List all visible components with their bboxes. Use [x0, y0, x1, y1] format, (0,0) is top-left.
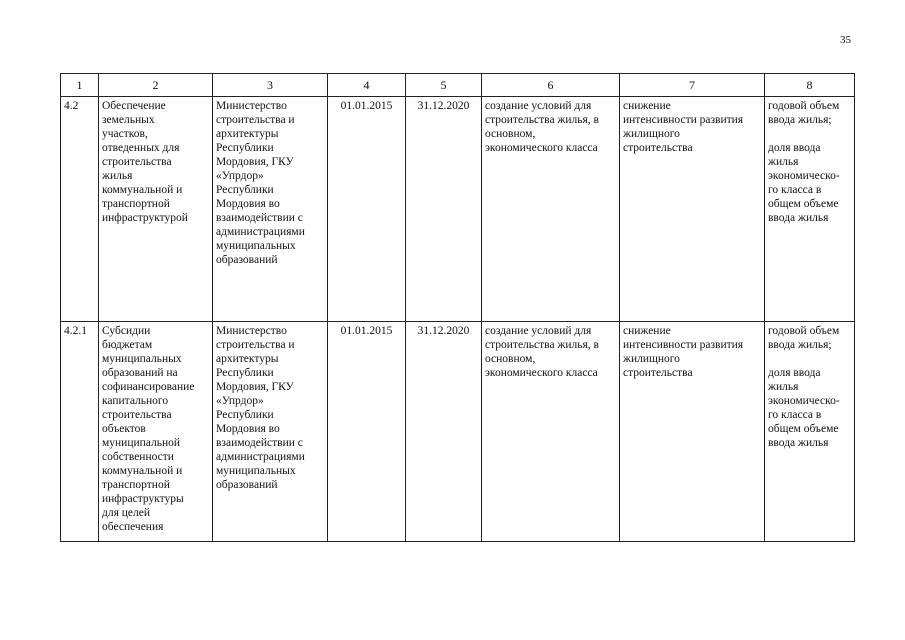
- table-row: [61, 322, 855, 542]
- table-row: [61, 97, 855, 322]
- header-cell: 4: [328, 74, 406, 97]
- start-date: 01.01.2015: [328, 322, 406, 542]
- indicator-1: годовой объем ввода жилья;: [768, 100, 840, 126]
- indicator-1: годовой объем ввода жилья;: [768, 325, 840, 351]
- consequence: снижение интенсивности развития жилищного строительства: [620, 322, 765, 542]
- header-cell: 5: [406, 74, 482, 97]
- start-date: 01.01.2015: [328, 97, 406, 322]
- indicator-cell: [765, 322, 855, 542]
- header-cell: 7: [620, 74, 765, 97]
- measure-name: Обеспечение земельных участков, отведенных для строительства жилья коммунальной и транспортной инфраструктурой: [99, 97, 213, 322]
- header-cell: 3: [213, 74, 328, 97]
- indicator-cell: [765, 97, 855, 322]
- measure-name: Субсидии бюджетам муниципальных образований на софинансирование капитального строительства объектов муниципальной собственности коммунальной и транспортной инфраструктуры для целей обеспечения: [99, 322, 213, 542]
- indicator-2: доля ввода жилья экономическо- го класса в общем объеме ввода жилья: [768, 367, 840, 449]
- expected-result: создание условий для строительства жилья, в основном, экономического класса: [482, 97, 620, 322]
- executor: Министерство строительства и архитектуры Республики Мордовия, ГКУ «Упрдор» Республики Мордовия во взаимодействии с администрациями муниципальных образований: [213, 97, 328, 322]
- end-date: 31.12.2020: [406, 322, 482, 542]
- executor: Министерство строительства и архитектуры Республики Мордовия, ГКУ «Упрдор» Республики Мордовия во взаимодействии с администрациями муниципальных образований: [213, 322, 328, 542]
- header-cell: 6: [482, 74, 620, 97]
- header-cell: 1: [61, 74, 99, 97]
- header-row: [61, 74, 855, 97]
- expected-result: создание условий для строительства жилья, в основном, экономического класса: [482, 322, 620, 542]
- indicator-2: доля ввода жилья экономическо- го класса в общем объеме ввода жилья: [768, 142, 840, 224]
- end-date: 31.12.2020: [406, 97, 482, 322]
- page-number: 35: [840, 34, 851, 46]
- header-cell: 2: [99, 74, 213, 97]
- row-number: 4.2: [61, 97, 99, 322]
- program-table: [60, 73, 855, 542]
- row-number: 4.2.1: [61, 322, 99, 542]
- consequence: снижение интенсивности развития жилищного строительства: [620, 97, 765, 322]
- header-cell: 8: [765, 74, 855, 97]
